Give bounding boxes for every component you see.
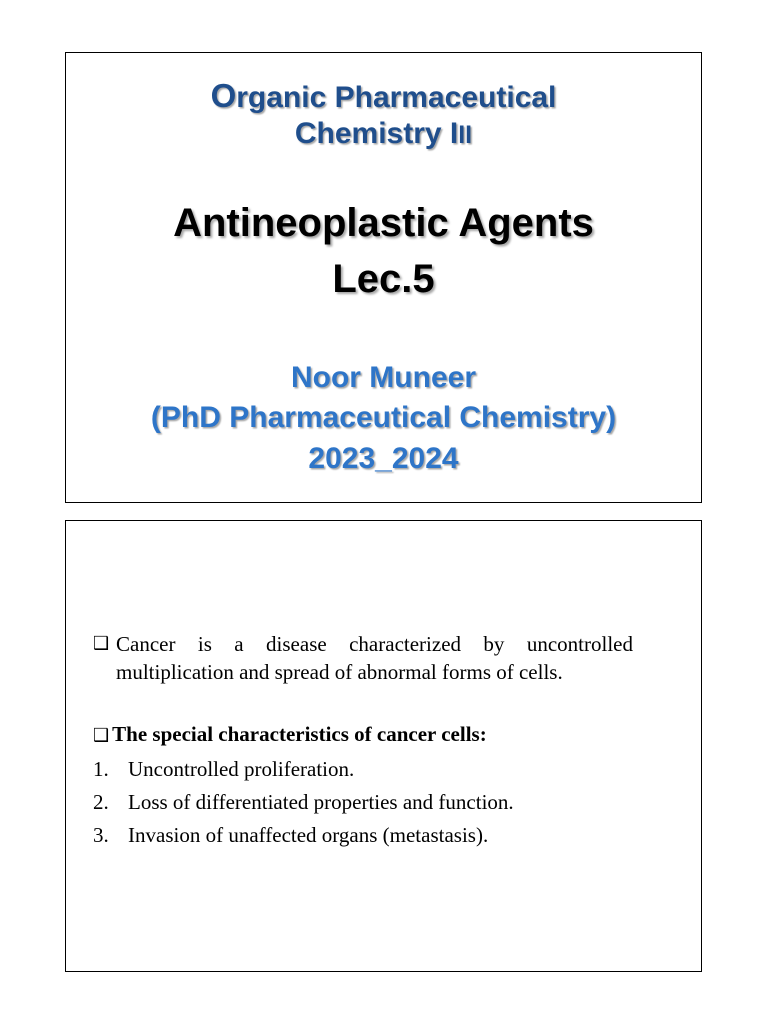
characteristics-heading	[93, 720, 487, 750]
course-title-line2-text: Chemistry I	[294, 117, 459, 150]
academic-year: 2023_2024	[308, 442, 459, 475]
list-item	[93, 755, 354, 783]
characteristics-heading-text: The special characteristics of cancer cells:	[112, 722, 487, 746]
list-item-text: Uncontrolled proliferation.	[128, 757, 355, 781]
course-title-line2	[66, 117, 701, 152]
author-name: Noor Muneer	[290, 361, 476, 394]
list-item-number: 2.	[93, 790, 109, 814]
cancer-definition-bullet	[93, 630, 633, 686]
course-title-line2-numeral: II	[458, 121, 473, 149]
author-degree: (PhD Pharmaceutical Chemistry)	[150, 401, 617, 434]
list-item-number: 1.	[93, 757, 109, 781]
content-slide	[65, 520, 702, 972]
lecture-number: Lec.5	[332, 257, 435, 301]
checkbox-bullet-icon: ❑	[93, 633, 110, 654]
course-title-line1	[66, 79, 701, 115]
list-item-number: 3.	[93, 823, 109, 847]
list-item-text: Loss of differentiated properties and function.	[128, 790, 514, 814]
list-item	[93, 788, 514, 816]
course-title-initial: O	[210, 77, 237, 114]
lecture-title: Antineoplastic Agents	[173, 201, 594, 245]
title-slide	[65, 52, 702, 503]
checkbox-bullet-icon: ❑	[93, 725, 110, 746]
list-item-text: Invasion of unaffected organs (metastasis).	[128, 823, 489, 847]
list-item	[93, 821, 488, 849]
course-title-line1-text: rganic Pharmaceutical	[236, 81, 557, 114]
cancer-definition-text: Cancer is a disease characterized by uncontrolled multiplication and spread of abnormal forms of cells.	[116, 632, 633, 684]
